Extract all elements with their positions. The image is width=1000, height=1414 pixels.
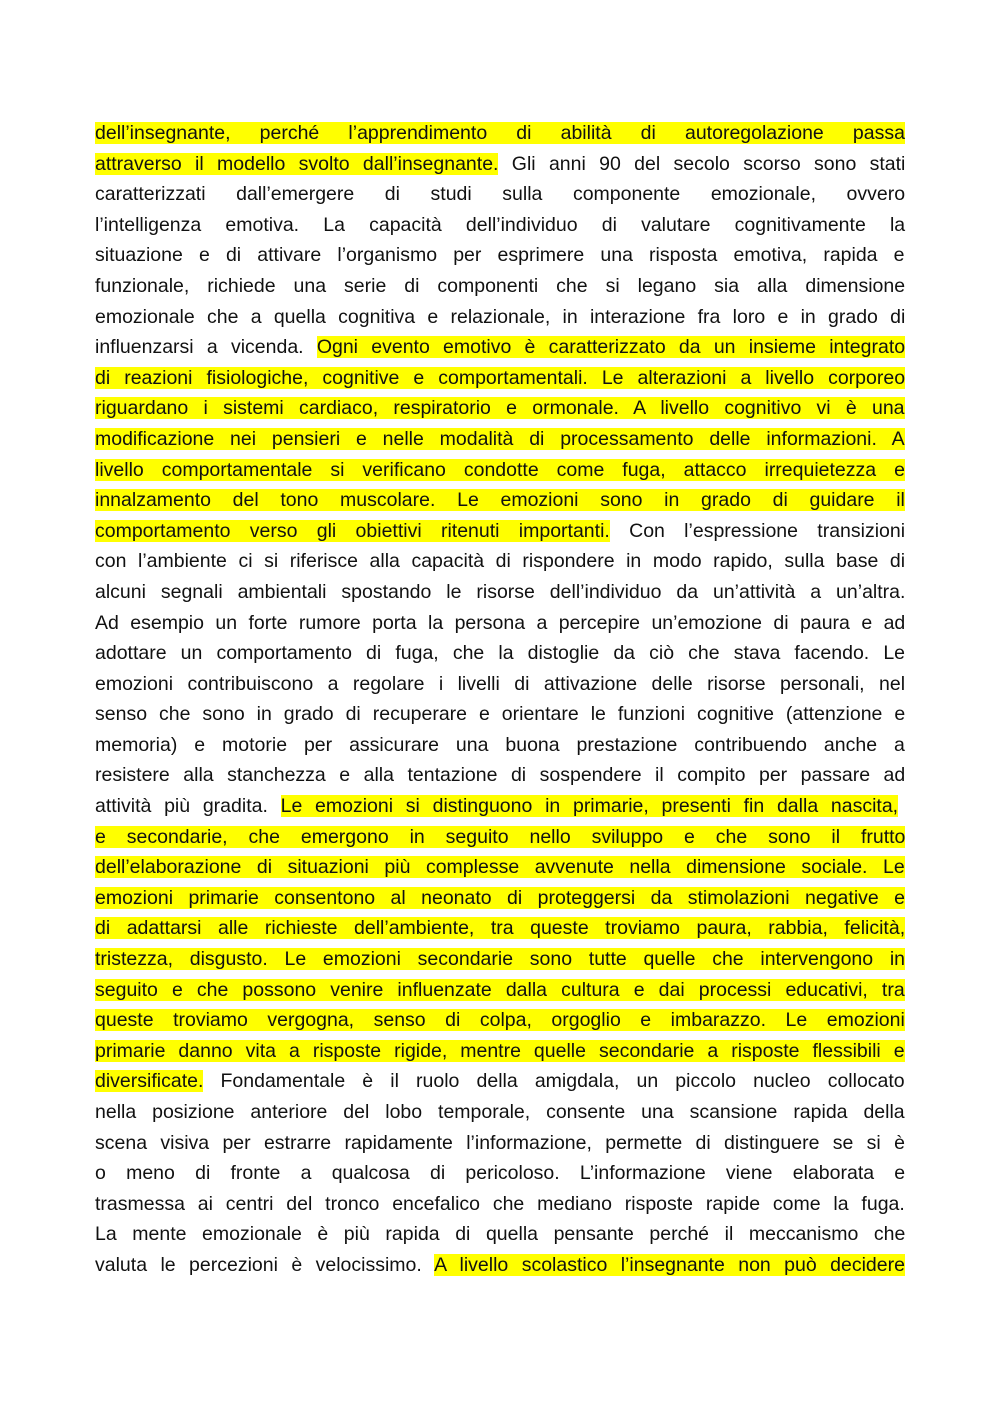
text-line — [95, 883, 905, 914]
text-line — [95, 730, 905, 761]
text-line — [95, 363, 905, 394]
plain-text: funzionale, richiede una serie di componenti che si legano sia alla dimensione — [95, 274, 906, 297]
text-line — [95, 118, 905, 149]
text-line — [95, 1189, 905, 1220]
plain-text: Gli anni 90 del secolo scorso sono stati — [498, 152, 906, 175]
plain-text: caratterizzati dall’emergere di studi sulla componente emozionale, ovvero — [95, 183, 906, 206]
text-line — [95, 271, 905, 302]
plain-text: memoria) e motorie per assicurare una buona prestazione contribuendo anche a — [95, 733, 905, 756]
highlighted-text: modificazione nei pensieri e nelle modalità di processamento delle informazioni. A — [95, 427, 905, 450]
text-line — [95, 1005, 905, 1036]
highlighted-text: queste troviamo vergogna, senso di colpa, orgoglio e imbarazzo. Le emozioni — [95, 1009, 905, 1032]
highlighted-text: primarie danno vita a risposte rigide, mentre quelle secondarie a risposte flessibili e — [95, 1039, 905, 1062]
text-line — [95, 1250, 905, 1281]
text-line — [95, 393, 905, 424]
text-line — [95, 302, 905, 333]
highlighted-text: livello comportamentale si verificano condotte come fuga, attacco irrequietezza e — [95, 458, 905, 481]
highlighted-text: di adattarsi alle richieste dell’ambiente, tra queste troviamo paura, rabbia, felicità, — [95, 917, 906, 940]
highlighted-text: Ogni evento emotivo è caratterizzato da un insieme integrato — [316, 336, 906, 359]
highlighted-text: diversificate. — [95, 1070, 204, 1093]
text-line — [95, 913, 905, 944]
highlighted-text: innalzamento del tono muscolare. Le emozioni sono in grado di guidare il — [95, 489, 905, 512]
plain-text: valuta le percezioni è velocissimo. — [95, 1253, 435, 1276]
plain-text: l’intelligenza emotiva. La capacità dell’individuo di valutare cognitivamente la — [95, 213, 906, 236]
plain-text: influenzarsi a vicenda. — [95, 336, 317, 359]
text-line — [95, 1036, 905, 1067]
highlighted-text: seguito e che possono venire influenzate dalla cultura e dai processi educativi, tra — [95, 978, 905, 1001]
text-line — [95, 485, 905, 516]
plain-text: Ad esempio un forte rumore porta la persona a percepire un’emozione di paura e ad — [95, 611, 906, 634]
text-line — [95, 638, 905, 669]
highlighted-text: attraverso il modello svolto dall’insegnante. — [95, 152, 499, 175]
text-line — [95, 149, 905, 180]
text-line — [95, 332, 905, 363]
plain-text: emozioni contribuiscono a regolare i livelli di attivazione delle risorse personali, nel — [95, 672, 906, 695]
text-line — [95, 791, 905, 822]
plain-text: Fondamentale è il ruolo della amigdala, un piccolo nucleo collocato — [203, 1070, 905, 1093]
text-line — [95, 852, 905, 883]
text-line — [95, 424, 905, 455]
highlighted-text: A livello scolastico l’insegnante non può decidere — [434, 1253, 905, 1276]
highlighted-text: comportamento verso gli obiettivi ritenuti importanti. — [95, 519, 610, 542]
highlighted-text: emozioni primarie consentono al neonato di proteggersi da stimolazioni negative e — [95, 886, 906, 909]
text-line — [95, 577, 905, 608]
plain-text: La mente emozionale è più rapida di quella pensante perché il meccanismo che — [95, 1223, 906, 1246]
plain-text: scena visiva per estrarre rapidamente l’informazione, permette di distinguere se si è — [95, 1131, 905, 1154]
plain-text: resistere alla stanchezza e alla tentazione di sospendere il compito per passare ad — [95, 764, 906, 787]
highlighted-text: Le emozioni si distinguono in primarie, presenti fin dalla nascita, — [280, 795, 899, 818]
highlighted-text: e secondarie, che emergono in seguito nello sviluppo e che sono il frutto — [95, 825, 906, 848]
text-line — [95, 516, 905, 547]
text-line — [95, 1219, 905, 1250]
highlighted-text: riguardano i sistemi cardiaco, respiratorio e ormonale. A livello cognitivo vi è una — [95, 397, 905, 420]
text-line — [95, 1158, 905, 1189]
plain-text: Con l’espressione transizioni — [609, 519, 906, 542]
plain-text: trasmessa ai centri del tronco encefalico che mediano risposte rapide come la fuga. — [95, 1192, 905, 1215]
text-line — [95, 699, 905, 730]
plain-text: adottare un comportamento di fuga, che la distoglie da ciò che stava facendo. Le — [95, 642, 906, 665]
plain-text: situazione e di attivare l’organismo per esprimere una risposta emotiva, rapida e — [95, 244, 905, 267]
plain-text: o meno di fronte a qualcosa di pericoloso. L’informazione viene elaborata e — [95, 1162, 906, 1185]
text-line — [95, 179, 905, 210]
text-line — [95, 944, 905, 975]
plain-text: emozionale che a quella cognitiva e relazionale, in interazione fra loro e in grado di — [95, 305, 906, 328]
highlighted-text: di reazioni fisiologiche, cognitive e comportamentali. Le alterazioni a livello corporeo — [95, 366, 906, 389]
plain-text: con l’ambiente ci si riferisce alla capacità di rispondere in modo rapido, sulla base di — [95, 550, 906, 573]
text-line — [95, 669, 905, 700]
text-line — [95, 210, 905, 241]
text-line — [95, 1097, 905, 1128]
highlighted-text: dell’insegnante, perché l’apprendimento di abilità di autoregolazione passa — [95, 122, 905, 144]
text-line — [95, 546, 905, 577]
text-line — [95, 240, 905, 271]
text-line — [95, 760, 905, 791]
text-line — [95, 822, 905, 853]
highlighted-text: dell’elaborazione di situazioni più complesse avvenute nella dimensione sociale. Le — [95, 856, 905, 879]
text-line — [95, 1128, 905, 1159]
text-line — [95, 1066, 905, 1097]
plain-text: senso che sono in grado di recuperare e orientare le funzioni cognitive (attenzione e — [95, 703, 906, 726]
text-line — [95, 455, 905, 486]
plain-text: attività più gradita. — [95, 795, 281, 818]
plain-text: alcuni segnali ambientali spostando le risorse dell’individuo da un’attività a un’altra. — [95, 580, 906, 603]
plain-text: nella posizione anteriore del lobo temporale, consente una scansione rapida della — [95, 1101, 905, 1123]
text-line — [95, 975, 905, 1006]
highlighted-text: tristezza, disgusto. Le emozioni secondarie sono tutte quelle che intervengono in — [95, 948, 906, 971]
body-paragraph — [95, 118, 905, 1281]
text-line — [95, 608, 905, 639]
